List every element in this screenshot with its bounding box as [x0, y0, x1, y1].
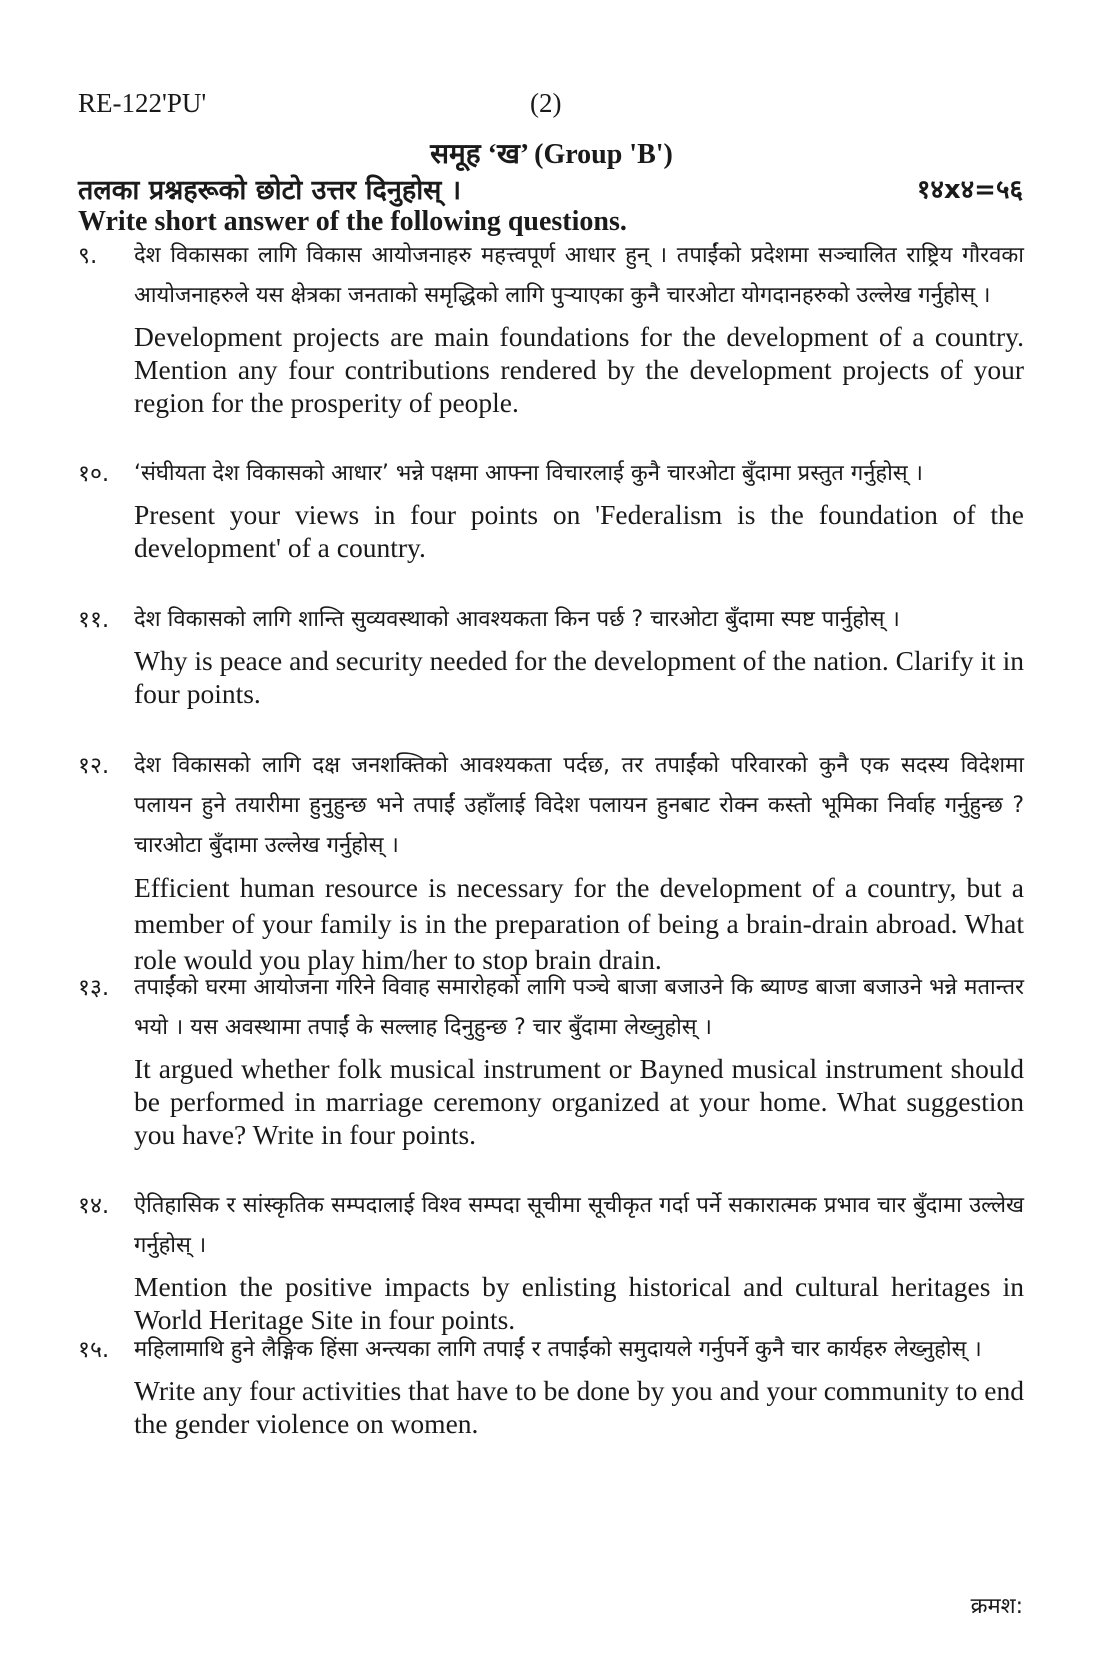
question-14 — [78, 1186, 1024, 1336]
question-12 — [78, 746, 1024, 978]
question-text-nepali: महिलामाथि हुने लैङ्गिक हिंसा अन्त्यका लागि तपाईं र तपाईंको समुदायले गर्नुपर्ने कुनै चार कार्यहरु लेख्नुहोस् । — [134, 1337, 982, 1362]
question-text-english: Development projects are main foundations for the development of a country. Mention any four contributions rendered by the development projects of your region for the prosperity of people. — [134, 321, 1024, 418]
continued-note: क्रमश: — [970, 1594, 1023, 1619]
instruction-nepali: तलका प्रश्नहरूको छोटो उत्तर दिनुहोस् । — [78, 175, 462, 206]
question-text-nepali: ऐतिहासिक र सांस्कृतिक सम्पदालाई विश्व सम्पदा सूचीमा सूचीकृत गर्दा पर्ने सकारात्मक प्रभाव चार बुँदामा उल्लेख गर्नुहोस् । — [134, 1193, 1024, 1258]
question-number: १०. — [78, 461, 110, 487]
question-text-english: Efficient human resource is necessary for the development of a country, but a member of your family is in the preparation of being a brain-drain abroad. What role would you play him/her to stop brain drain. — [134, 872, 1024, 975]
page-number: (2) — [530, 88, 562, 118]
question-15 — [78, 1330, 1024, 1440]
instruction-english: Write short answer of the following questions. — [78, 206, 627, 237]
question-number: १३. — [78, 975, 110, 1001]
question-number: १५. — [78, 1337, 110, 1363]
marks-allocation: १४x४=५६ — [916, 175, 1023, 205]
question-text-nepali: देश विकासका लागि विकास आयोजनाहरु महत्त्वपूर्ण आधार हुन् । तपाईंको प्रदेशमा सञ्चालित राष्ट्रिय गौरवका आयोजनाहरुले यस क्षेत्रका जनताको समृद्धिको लागि पुऱ्याएका कुनै चारओटा योगदानहरुको उल्लेख गर्नुहोस् । — [134, 243, 1024, 308]
question-text-english: Write any four activities that have to be done by you and your community to end the gender violence on women. — [134, 1375, 1024, 1439]
question-number: ११. — [78, 607, 110, 633]
question-number: १४. — [78, 1193, 110, 1219]
question-text-nepali: तपाईंको घरमा आयोजना गरिने विवाह समारोहको लागि पञ्चे बाजा बजाउने कि ब्याण्ड बाजा बजाउने भन्ने मतान्तर भयो । यस अवस्थामा तपाईं के सल्लाह दिनुहुन्छ ? चार बुँदामा लेख्नुहोस् । — [134, 975, 1024, 1040]
question-text-nepali: ‘संघीयता देश विकासको आधार’ भन्ने पक्षमा आफ्ना विचारलाई कुनै चारओटा बुँदामा प्रस्तुत गर्नुहोस् । — [134, 461, 924, 486]
paper-code: RE-122'PU' — [78, 88, 207, 118]
question-number: १२. — [78, 753, 110, 779]
question-text-nepali: देश विकासको लागि दक्ष जनशक्तिको आवश्यकता पर्दछ, तर तपाईंको परिवारको कुनै एक सदस्य विदेशमा पलायन हुने तयारीमा हुनुहुन्छ भने तपाईं उहाँलाई विदेश पलायन हुनबाट रोक्न कस्तो भूमिका निर्वाह गर्नुहुन्छ ? चारओटा बुँदामा उल्लेख गर्नुहोस् । — [134, 753, 1024, 858]
question-text-english: Present your views in four points on 'Federalism is the foundation of the development' of a country. — [134, 499, 1024, 563]
question-10 — [78, 454, 1024, 564]
question-text-english: It argued whether folk musical instrument or Bayned musical instrument should be performed in marriage ceremony organized at your home. What suggestion you have? Write in four points. — [134, 1053, 1024, 1150]
group-title: समूह ‘ख’ (Group 'B') — [430, 139, 673, 170]
question-text-nepali: देश विकासको लागि शान्ति सुव्यवस्थाको आवश्यकता किन पर्छ ? चारओटा बुँदामा स्पष्ट पार्नुहोस् । — [134, 607, 900, 632]
question-11 — [78, 600, 1024, 710]
question-9 — [78, 236, 1024, 419]
question-number: ९. — [78, 243, 98, 269]
question-13 — [78, 968, 1024, 1151]
question-text-english: Mention the positive impacts by enlisting historical and cultural heritages in World Heritage Site in four points. — [134, 1271, 1024, 1335]
question-text-english: Why is peace and security needed for the development of the nation. Clarify it in four points. — [134, 645, 1024, 709]
